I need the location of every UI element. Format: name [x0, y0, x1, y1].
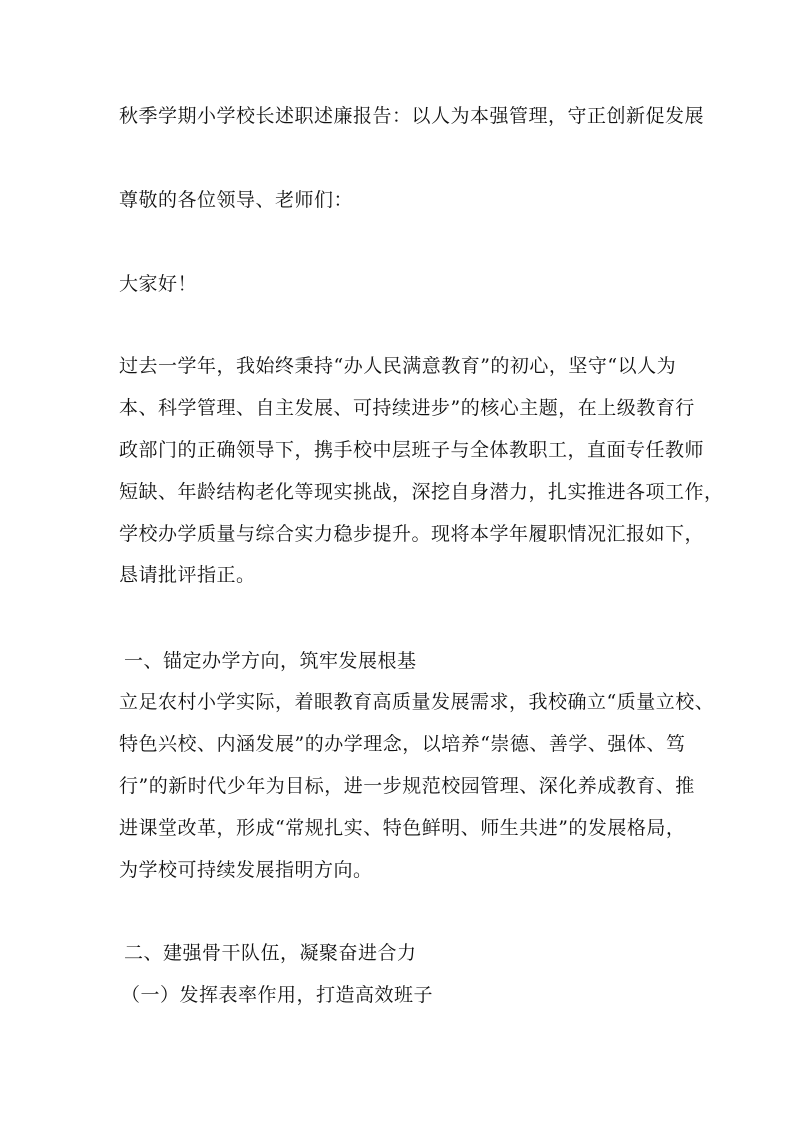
paragraph-line: 行”的新时代少年为目标，进一步规范校园管理、深化养成教育、推: [119, 775, 695, 797]
paragraph-line: 本、科学管理、自主发展、可持续进步”的核心主题，在上级教育行: [119, 397, 695, 419]
paragraph-line: 政部门的正确领导下，携手校中层班子与全体教职工，直面专任教师: [119, 439, 705, 461]
paragraph-line: 为学校可持续发展指明方向。: [119, 859, 373, 881]
paragraph-line: 立足农村小学实际，着眼教育高质量发展需求，我校确立“质量立校、: [119, 691, 715, 713]
paragraph-line: 过去一学年，我始终秉持“办人民满意教育”的初心，坚守“以人为: [119, 355, 677, 377]
paragraph-line: 特色兴校、内涵发展”的办学理念，以培养“崇德、善学、强体、笃: [119, 733, 686, 755]
paragraph-line: 恳请批评指正。: [119, 564, 256, 586]
section-1-heading: 一、锚定办学方向，筑牢发展根基: [124, 650, 417, 672]
section-2-subheading: （一）发挥表率作用，打造高效班子: [121, 984, 434, 1006]
document-title: 秋季学期小学校长述职述廉报告：以人为本强管理，守正创新促发展: [119, 105, 705, 127]
paragraph-line: 短缺、年龄结构老化等现实挑战，深挖自身潜力，扎实推进各项工作，: [119, 481, 724, 503]
section-2-heading: 二、建强骨干队伍，凝聚奋进合力: [124, 942, 417, 964]
greeting: 大家好！: [119, 273, 198, 295]
salutation: 尊敬的各位领导、老师们：: [119, 189, 354, 211]
paragraph-line: 学校办学质量与综合实力稳步提升。现将本学年履职情况汇报如下，: [119, 523, 705, 545]
paragraph-line: 进课堂改革，形成“常规扎实、特色鲜明、师生共进”的发展格局，: [119, 817, 686, 839]
